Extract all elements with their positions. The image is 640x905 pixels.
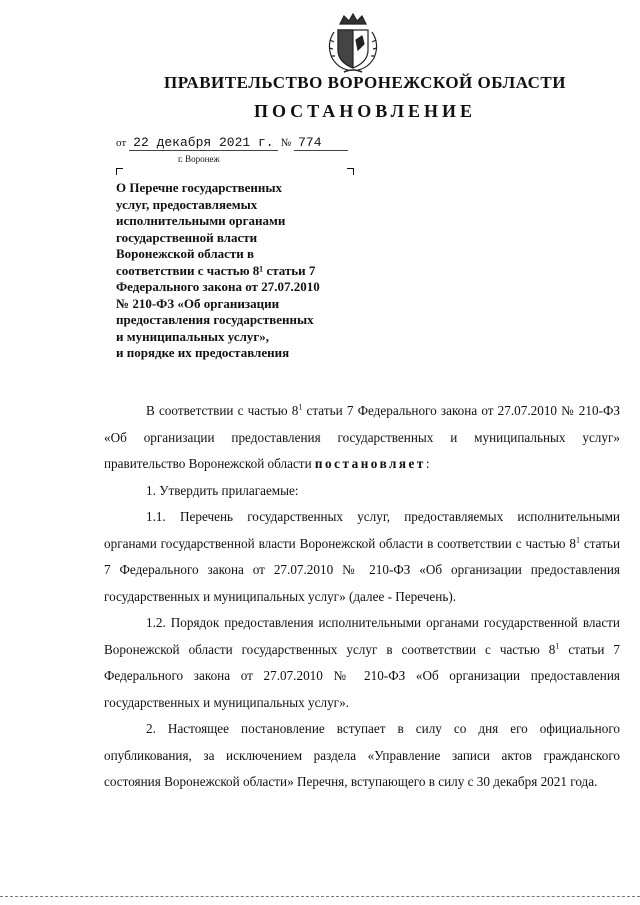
subject-line: соответствии с частью 8¹ статьи 7 <box>116 262 316 278</box>
page-bottom-rule <box>0 896 640 897</box>
preamble-text: статьи 7 Федерального закона от 27.07.2010 № 210-ФЗ «Об организации предоставления государственных и муниципальных услуг» правительство Воронежской области <box>104 403 620 471</box>
subject-line: и муниципальных услуг», <box>116 328 270 344</box>
subject-line: предоставления государственных <box>116 312 314 327</box>
number-label: № <box>280 137 292 149</box>
document-body <box>104 398 620 796</box>
preamble-end: : <box>425 456 430 471</box>
coat-of-arms-emblem <box>320 10 386 76</box>
date-number-line <box>116 135 348 150</box>
subject-line: исполнительными органами <box>116 213 286 228</box>
superscript: 1 <box>555 641 560 651</box>
document-date: 22 декабря 2021 г. <box>129 135 277 151</box>
subject-line: № 210-ФЗ «Об организации <box>116 295 280 311</box>
subject-line: услуг, предоставляемых <box>116 196 258 212</box>
preamble-text: В соответствии с частью 8 <box>146 403 299 418</box>
date-prefix: от <box>116 137 127 149</box>
item-1: 1. Утвердить прилагаемые: <box>146 482 299 498</box>
subject-line: О Перечне государственных <box>116 180 283 195</box>
subject-corner-right <box>347 168 354 175</box>
superscript: 1 <box>575 535 580 545</box>
item-text: статьи 7 Федерального закона от 27.07.2010 № 210-ФЗ «Об организации предоставления государственных и муниципальных услуг». <box>104 641 620 710</box>
subject-corner-left <box>116 168 123 175</box>
subject-line: Воронежской области в <box>116 246 255 261</box>
preamble-paragraph <box>104 398 620 478</box>
subject-line: Федерального закона от 27.07.2010 <box>116 279 320 294</box>
city: г. Воронеж <box>178 154 220 164</box>
item-1-1 <box>104 504 620 610</box>
subject-line: и порядке их предоставления <box>116 345 290 360</box>
item-text: 1.1. Перечень государственных услуг, предоставляемых исполнительными органами государственной власти Воронежской области в соответствии с частью 8 <box>104 509 620 551</box>
item-text: статьи 7 Федерального закона от 27.07.2010 № 210-ФЗ «Об организации предоставления государственных и муниципальных услуг» (далее - Перечень). <box>104 535 621 604</box>
superscript: 1 <box>298 402 303 412</box>
document-number: 774 <box>294 135 347 151</box>
item-2: 2. Настоящее постановление вступает в силу со дня его официального опубликования, за исключением раздела «Управление записи актов гражданского состояния Воронежской области» Перечня, вступающего в силу с 30 декабря 2021 года. <box>104 721 620 789</box>
item-text: 1.2. Порядок предоставления исполнительными органами государственной власти Воронежской области государственных услуг в соответствии с частью 8 <box>104 615 620 657</box>
government-title: ПРАВИТЕЛЬСТВО ВОРОНЕЖСКОЙ ОБЛАСТИ <box>163 73 566 92</box>
item-1-2 <box>104 610 620 716</box>
decree-verb: постановляет <box>314 456 426 471</box>
subject-block <box>116 180 376 362</box>
document-kind: ПОСТАНОВЛЕНИЕ <box>253 101 477 121</box>
subject-line: государственной власти <box>116 229 258 245</box>
